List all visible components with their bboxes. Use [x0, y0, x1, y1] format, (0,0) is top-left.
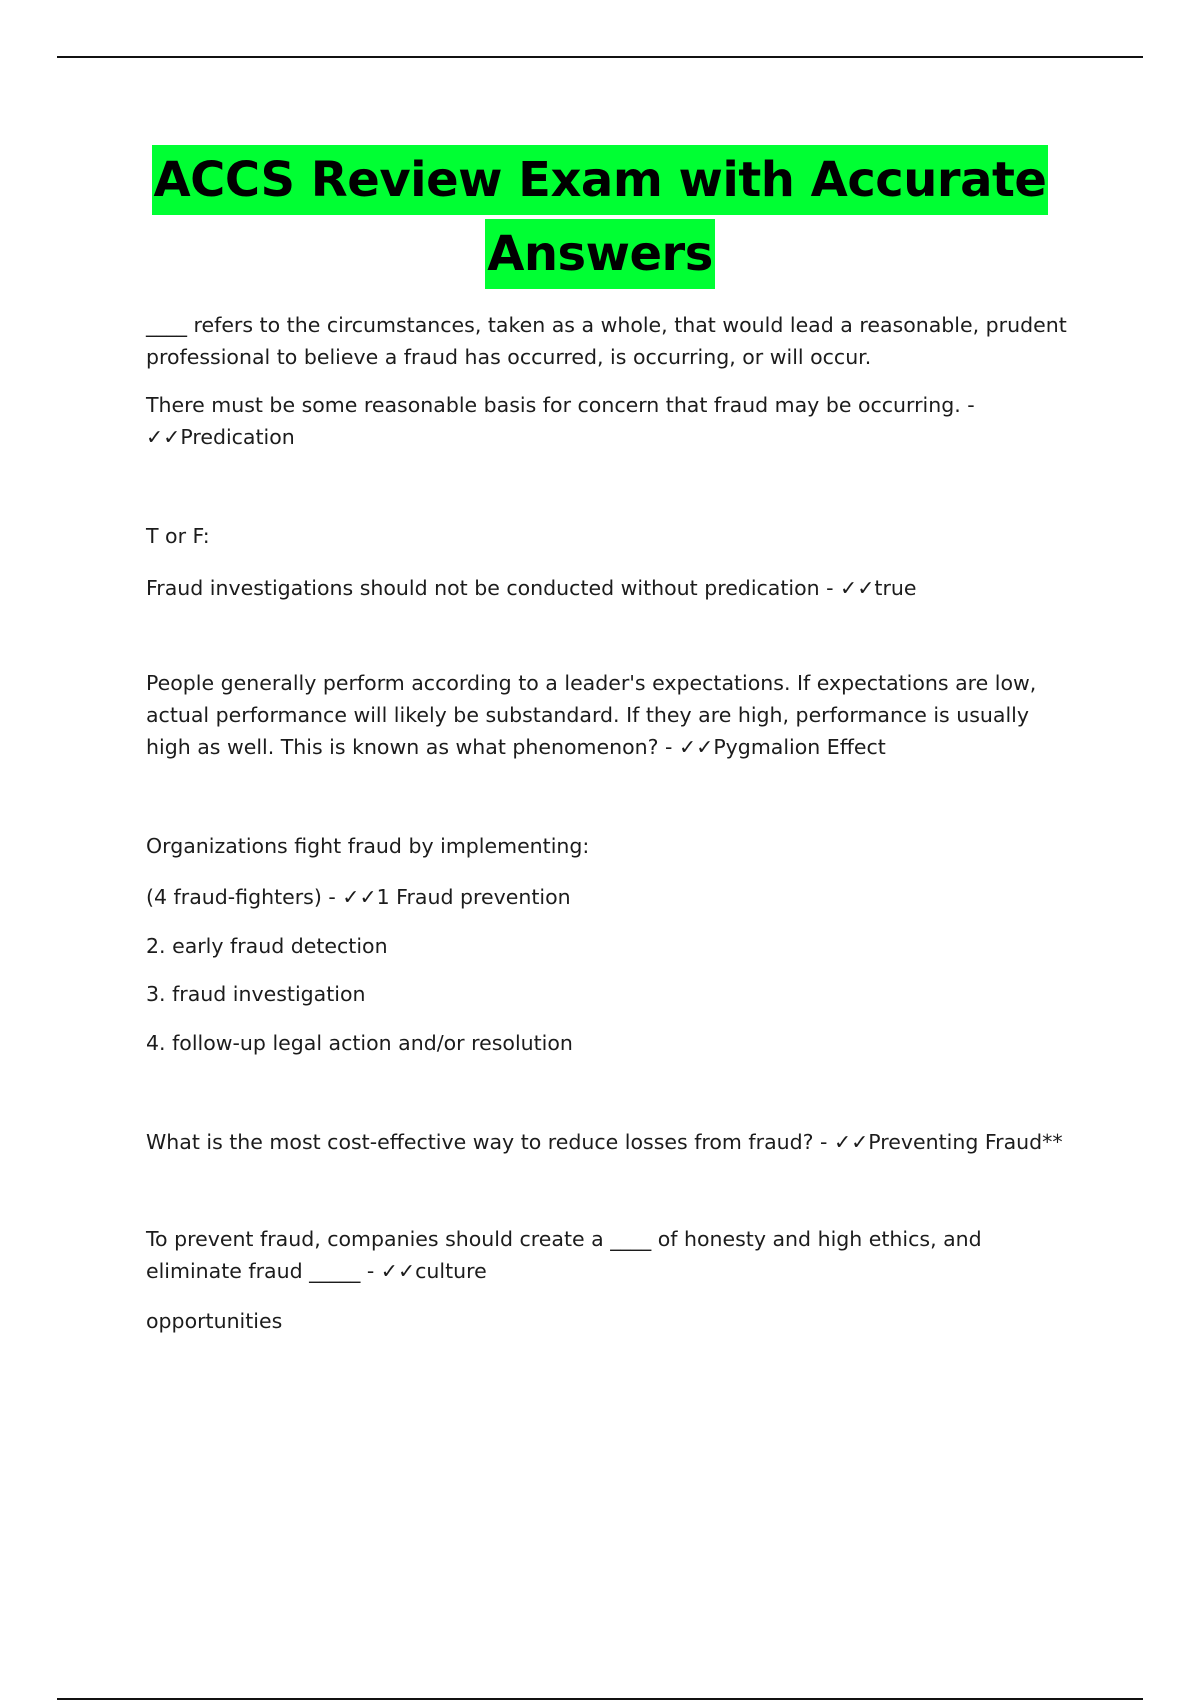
question-predication-definition: ____ refers to the circumstances, taken as a whole, that would lead a reasonable, prudent professional to believe a fraud has occurred, is occurring, or will occur.	[146, 313, 1067, 369]
answer-predication: There must be some reasonable basis for concern that fraud may be occurring. - ✓✓Predication	[146, 393, 975, 449]
question-pygmalion-effect: People generally perform according to a leader's expectations. If expectations are low, actual performance will likely be substandard. If they are high, performance is usually high as well. This is known as what phenomenon? - ✓✓Pygmalion Effect	[146, 671, 1037, 759]
answer-fraud-fighter-2: 2. early fraud detection	[146, 934, 388, 958]
title-line-1: ACCS Review Exam with Accurate	[152, 145, 1049, 215]
question-cost-effective: What is the most cost-effective way to reduce losses from fraud? - ✓✓Preventing Fraud**	[146, 1130, 1063, 1154]
question-fraud-fighters: Organizations fight fraud by implementing:	[146, 834, 590, 858]
answer-true-false: Fraud investigations should not be conducted without predication - ✓✓true	[146, 576, 917, 600]
answer-fraud-fighter-4: 4. follow-up legal action and/or resolution	[146, 1031, 573, 1055]
title-line-2: Answers	[485, 219, 715, 289]
question-true-false-label: T or F:	[146, 524, 210, 548]
answer-fraud-fighter-3: 3. fraud investigation	[146, 982, 366, 1006]
answer-opportunities: opportunities	[146, 1309, 283, 1333]
page-title	[0, 145, 1200, 289]
question-prevent-fraud-culture: To prevent fraud, companies should create a ____ of honesty and high ethics, and eliminate fraud _____ - ✓✓culture	[146, 1227, 982, 1283]
answer-fraud-fighter-1: (4 fraud-fighters) - ✓✓1 Fraud prevention	[146, 885, 571, 909]
header-rule	[57, 56, 1143, 58]
